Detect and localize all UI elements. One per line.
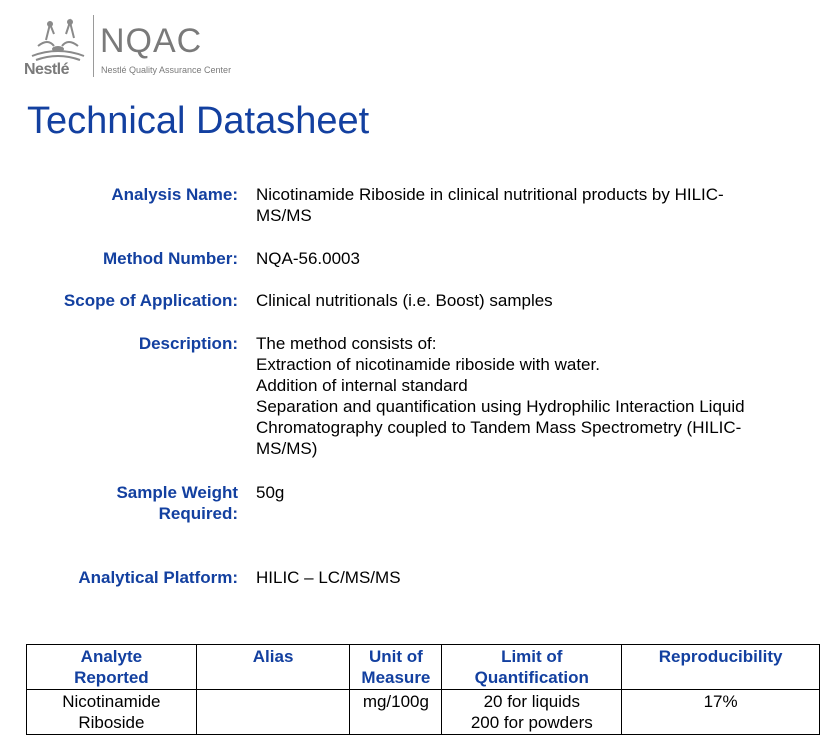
header-line: Alias [252,647,294,666]
cell-line: 20 for liquids [483,692,580,711]
description-value [256,333,816,459]
header-reproducibility [622,645,820,690]
analysis-name-value [256,184,816,226]
cell-unit [350,690,442,735]
header-alias [196,645,350,690]
cell-reproducibility [622,690,820,735]
value-line: Addition of internal standard [256,376,468,395]
header-line: Quantification [474,668,589,687]
cell-line: Nicotinamide [62,692,161,711]
value-line: Chromatography coupled to Tandem Mass Spectrometry (HILIC- [256,418,742,437]
description-label: Description: [138,334,238,353]
label-line: Sample Weight [116,483,238,502]
header-line: Limit of [501,647,563,666]
nqac-subtitle: Nestlé Quality Assurance Center [101,65,232,75]
cell-line: 200 for powders [470,713,593,732]
value-line: MS/MS [256,206,312,225]
table-row [27,690,820,735]
nqac-header [24,12,284,82]
header-line: Measure [361,668,431,687]
nestle-nest-logo-icon [28,16,88,64]
page-title: Technical Datasheet [27,100,370,142]
header-line: Unit of [368,647,423,666]
cell-line: Riboside [78,713,145,732]
table-header-row [27,645,820,690]
value-line: MS/MS) [256,439,318,458]
value-line: Separation and quantification using Hydrophilic Interaction Liquid [256,397,745,416]
header-line: Reproducibility [658,647,783,666]
cell-line: mg/100g [362,692,429,711]
method-number-value: NQA-56.0003 [256,249,360,268]
nestle-wordmark: Nestlé [24,61,70,78]
analysis-name-label: Analysis Name: [111,185,238,204]
cell-line: 17% [703,692,738,711]
nqac-wordmark: NQAC [100,22,203,60]
value-line: The method consists of: [256,334,437,353]
analyte-table [26,644,820,735]
value-line: Extraction of nicotinamide riboside with water. [256,355,600,374]
value-line: Nicotinamide Riboside in clinical nutritional products by HILIC- [256,185,724,204]
cell-analyte [27,690,197,735]
method-number-label: Method Number: [102,249,238,268]
cell-alias [196,690,350,735]
header-line: Reported [74,668,149,687]
scope-value: Clinical nutritionals (i.e. Boost) samples [256,291,553,310]
label-line: Required: [158,504,238,523]
cell-limit [442,690,622,735]
logo-divider [93,15,94,77]
header-limit-of-quantification [442,645,622,690]
platform-label: Analytical Platform: [78,568,238,587]
sample-weight-label [8,482,238,524]
header-line: Analyte [80,647,143,666]
sample-weight-value: 50g [256,483,285,502]
header-analyte-reported [27,645,197,690]
scope-label: Scope of Application: [63,291,238,310]
platform-value: HILIC – LC/MS/MS [256,568,401,587]
header-unit-of-measure [350,645,442,690]
